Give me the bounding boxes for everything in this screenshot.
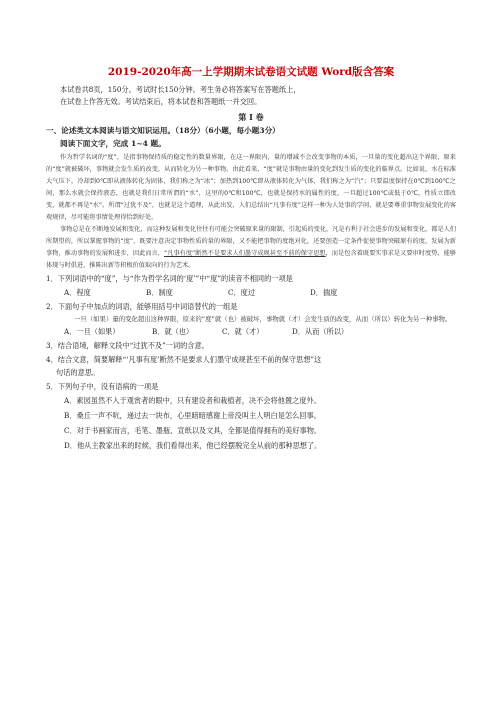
q1-option-c: C．度过: [228, 287, 256, 297]
question-5-stem: 5．下列句子中，没有语病的一项是: [46, 381, 159, 391]
q1-option-a: A．程度: [64, 287, 91, 297]
intro-line-2: 在试卷上作答无效。考试结束后，将本试卷和答题纸一并交回。: [60, 97, 262, 106]
question-4-stem-cont: 句话的意思。: [56, 368, 100, 377]
intro-line-1: 本试卷共8页，150分。考试时长150分钟。考生务必将答案写在答题纸上，: [60, 85, 301, 94]
q5-option-b: B．桑丘一声不吭，递过去一块布，心里暗暗感谢上帝没叫主人明白是怎么回事。: [64, 411, 321, 420]
section-heading: 一、论述类文本阅读与语文知识运用。（18分）（6小题，每小题3分）: [46, 126, 280, 135]
question-2-quote: 一旦（如果）量的变化超出这种界限，原来的“度”就（也）被破坏，事物就（才）会发生质的改变，从而（所以）转化为另一种事物。: [74, 315, 452, 323]
question-1-stem: 1．下列词语中的“度”，与“作为哲学名词的‘度’”中“度”的读音不相同的一项是: [46, 274, 293, 283]
volume-title: 第 I 卷: [238, 112, 264, 122]
passage-paragraph-1: 作为哲学名词的“度”，是指事物保持质的稳定性的数量界限，在这一界限内，量的增减不会改变事物的本质，一旦量的变化超出这个界限，原来的“度”就被破坏，事物就会发生质的改变，从而转化为另一种事物。由此看来，“度”就是事物由量的变化到发生质的变化的临界点。比如说，水在标准大气压下，冷却到0℃即从液体转化为固体，我们称之为“冰”；加热到100℃即从液体转化为气体，我们称之为“汽”；只要温度保持在0℃到100℃之间，那么水就会保持液态，也就是我们日常所谓的“水”，这里的0℃和100℃，也就是保持水的属性的度，一旦超过100℃或低于0℃，性质立即改变，就都不再是“水”。所谓“过犹不及”，也就是这个道理，从此出发，人们总结出“凡事有度”这样一种为人处事的学问，就是要尊重事物发展变化的客观规律，尽可能将事情处理得恰到好处。: [46, 154, 456, 221]
question-4-stem: 4．结合文意，简要解释“‘凡事有度’断然不是要求人们墨守成规甚至不前的保守思想”这: [46, 354, 322, 364]
question-3-stem: 3．结合语境，解释文段中“过犹不及”一词的含意。: [46, 341, 209, 350]
passage-p2-before: 事物总是在不断地发展和变化，而这种发展和变化往往有可能会突破原来量的限制，引起质的变化，凡是有利于社会进步的发展和变化，都是人们所期望的，所以掌握事物的“度”，既要注意决定事物性质的量的界限，又不能把事物的度绝对化，还要创造一定条件促使事物突破原有的度，发展为新事物，推动事物的发展和进步，因此而言，: [46, 226, 456, 257]
question-1-options: [64, 286, 456, 300]
sub-heading: 阅读下面文字，完成 1~4 题。: [60, 139, 166, 148]
q5-option-d: D．他从主教家出来的时候，我们看得出来，他已经摆脱完全从前的那种思想了。: [64, 441, 322, 450]
q5-option-a: A．素园虽然不入于观赏者的眼中，只有建设者和栽植者，决不会将他置之度外。: [64, 396, 321, 405]
q1-option-d: D．揣度: [310, 287, 338, 297]
q1-option-b: B．制度: [146, 287, 173, 297]
q5-option-c: C．对于书画家而言，毛笔、墨瓶、宣纸以及文具，全都是值得拥有的美好事物。: [64, 426, 322, 435]
question-2-stem: 2．下面句子中加点的词语，能够用括号中词语替代的一组是: [46, 301, 238, 311]
q2-option-a: A．一旦（如果）: [64, 327, 120, 336]
page-title: 2019-2020年高一上学期期末试卷语文试题 Word版含答案: [107, 66, 395, 78]
exam-page: [46, 66, 456, 453]
passage-p2-after: ，而是包含着既要实事求是又要审时度势，能够体现与时俱进，推陈出新等积极价值取向的行为艺术。: [46, 250, 456, 269]
passage-paragraph-2: [46, 224, 456, 272]
q2-option-c: C．就（才）: [222, 327, 264, 336]
question-2-options: [64, 325, 456, 339]
q2-option-d: D．从而（所以）: [292, 327, 349, 336]
q2-option-b: B．就（也）: [152, 327, 194, 336]
passage-underlined-sentence: “凡事有度”断然不是要求人们墨守成规甚至不前的保守思想: [163, 250, 326, 257]
